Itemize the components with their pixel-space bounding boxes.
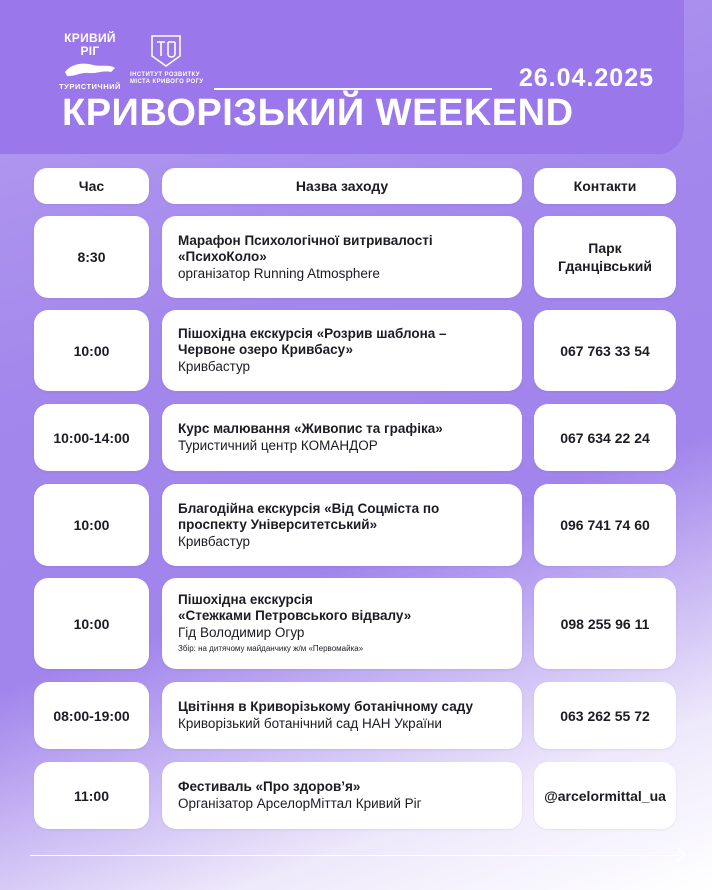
- event-organizer: Кривбастур: [178, 533, 251, 549]
- logo-city-line3: ТУРИСТИЧНИЙ: [59, 82, 121, 91]
- kryvyi-rih-tourist-logo: [58, 32, 122, 91]
- event-title-line: «ПсихоКоло»: [178, 248, 267, 264]
- event-contact: 096 741 74 60: [534, 484, 676, 566]
- event-contact: 067 763 33 54: [534, 310, 676, 391]
- institute-logo-text-1: ІНСТИТУТ РОЗВИТКУ: [130, 72, 200, 78]
- event-organizer: Організатор АрселорМіттал Кривий Ріг: [178, 796, 422, 811]
- event-contact: 067 634 22 24: [534, 404, 676, 471]
- event-title-line: Пішохідна екскурсія «Розрив шаблона –: [178, 326, 447, 341]
- event-card: [162, 682, 522, 749]
- arrow-right-icon: [670, 847, 686, 863]
- header-divider: [214, 88, 492, 90]
- event-time: 10:00: [34, 310, 149, 391]
- event-contact: 063 262 55 72: [534, 682, 676, 749]
- event-date: 26.04.2025: [518, 64, 654, 92]
- event-organizer: Гід Володимир Огур: [178, 625, 305, 640]
- event-title-line: Благодійна екскурсія «Від Соцміста по: [178, 500, 440, 516]
- event-meeting-point-note: Збір: на дитячому майданчику ж/м «Первомайка»: [178, 644, 364, 653]
- event-time: 10:00: [34, 484, 149, 566]
- event-title-line: Курс малювання «Живопис та графіка»: [178, 421, 443, 436]
- event-time: 10:00: [34, 578, 149, 669]
- logo-city-line2: РІГ: [80, 44, 100, 58]
- event-contact: @arcelormittal_ua: [534, 762, 676, 829]
- event-time: 8:30: [34, 216, 149, 298]
- event-contact: 098 255 96 11: [534, 578, 676, 669]
- event-card: [162, 484, 522, 566]
- event-title-line: Марафон Психологічної витривалості: [178, 232, 433, 248]
- event-contact: [534, 216, 676, 298]
- event-organizer: організатор Running Atmosphere: [178, 265, 380, 281]
- city-map-icon: [63, 60, 117, 80]
- event-organizer: Туристичний центр КОМАНДОР: [178, 438, 378, 453]
- event-title-line: Червоне озеро Кривбасу»: [178, 342, 353, 357]
- event-title-line: Цвітіння в Криворізькому ботанічному саду: [178, 699, 473, 714]
- event-organizer: Кривбастур: [178, 359, 251, 374]
- contact-line: Парк: [588, 240, 622, 256]
- event-card: [162, 216, 522, 298]
- event-card: [162, 762, 522, 829]
- event-title-line: проспекту Університетський»: [178, 516, 378, 532]
- column-header-event: Назва заходу: [162, 168, 522, 204]
- event-card: [162, 310, 522, 391]
- event-title-line: Пішохідна екскурсія: [178, 592, 313, 607]
- event-time: 08:00-19:00: [34, 682, 149, 749]
- column-header-contact: Контакти: [534, 168, 676, 204]
- footer-divider: [30, 855, 680, 856]
- contact-line: Гданцівський: [558, 258, 652, 274]
- event-title-line: Фестиваль «Про здоров’я»: [178, 779, 361, 794]
- institute-logo: [130, 34, 210, 86]
- event-card: [162, 404, 522, 471]
- page-title: КРИВОРІЗЬКИЙ WEEKEND: [62, 92, 574, 134]
- institute-emblem-icon: [150, 34, 182, 68]
- event-organizer: Криворізький ботанічний сад НАН України: [178, 716, 442, 731]
- event-time: 11:00: [34, 762, 149, 829]
- institute-logo-text-2: МІСТА КРИВОГО РОГУ: [130, 79, 204, 85]
- event-title-line: «Стежками Петровського відвалу»: [178, 608, 412, 623]
- event-time: 10:00-14:00: [34, 404, 149, 471]
- column-header-time: Час: [34, 168, 149, 204]
- logo-city-line1: КРИВИЙ: [64, 31, 116, 45]
- event-card: [162, 578, 522, 669]
